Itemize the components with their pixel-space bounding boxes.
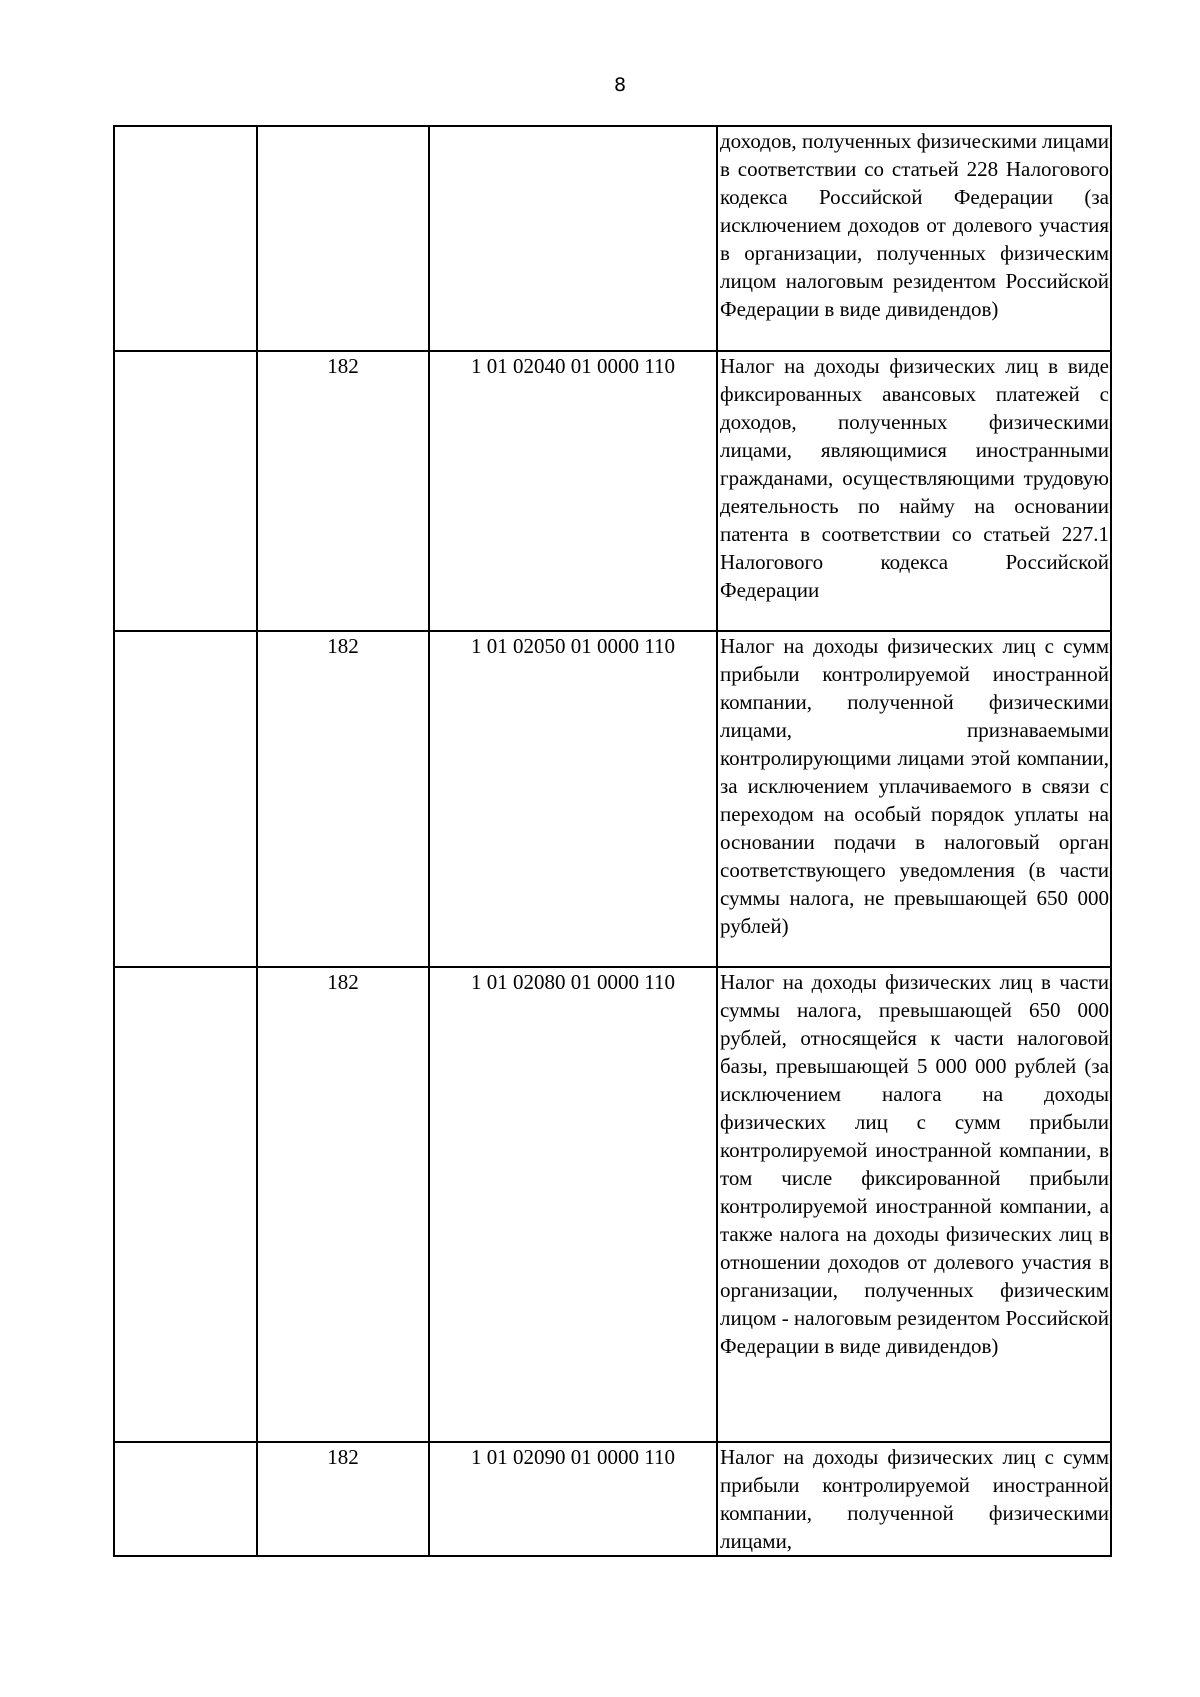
table-row	[114, 351, 1111, 631]
kbk-code-cell: 1 01 02090 01 0000 110	[429, 1442, 717, 1556]
row-number-cell	[114, 631, 257, 967]
row-number-cell	[114, 351, 257, 631]
description-cell: Налог на доходы физических лиц с сумм прибыли контролируемой иностранной компании, полученной физическими лицами, признаваемыми контролирующими лицами этой компании, за исключением уплачиваемого в связи с переходом на особый порядок уплаты на основании подачи в налоговый орган соответствующего уведомления (в части суммы налога, не превышающей 650 000 рублей)	[717, 631, 1111, 967]
kbk-code-cell	[429, 126, 717, 351]
kbk-code-cell: 1 01 02050 01 0000 110	[429, 631, 717, 967]
kbk-code-cell: 1 01 02080 01 0000 110	[429, 967, 717, 1442]
description-cell: Налог на доходы физических лиц с сумм прибыли контролируемой иностранной компании, полученной физическими лицами,	[717, 1442, 1111, 1556]
description-cell: доходов, полученных физическими лицами в соответствии со статьей 228 Налогового кодекса Российской Федерации (за исключением доходов от долевого участия в организации, полученных физическим лицом налоговым резидентом Российской Федерации в виде дивидендов)	[717, 126, 1111, 351]
page-number: 8	[613, 74, 627, 96]
admin-code-cell	[257, 126, 429, 351]
row-number-cell	[114, 126, 257, 351]
row-number-cell	[114, 967, 257, 1442]
table-row	[114, 126, 1111, 351]
description-cell: Налог на доходы физических лиц в части суммы налога, превышающей 650 000 рублей, относящейся к части налоговой базы, превышающей 5 000 000 рублей (за исключением налога на доходы физических лиц с сумм прибыли контролируемой иностранной компании, в том числе фиксированной прибыли контролируемой иностранной компании, а также налога на доходы физических лиц в отношении доходов от долевого участия в организации, полученных физическим лицом - налоговым резидентом Российской Федерации в виде дивидендов)	[717, 967, 1111, 1442]
admin-code-cell: 182	[257, 631, 429, 967]
description-cell: Налог на доходы физических лиц в виде фиксированных авансовых платежей с доходов, полученных физическими лицами, являющимися иностранными гражданами, осуществляющими трудовую деятельность по найму на основании патента в соответствии со статьей 227.1 Налогового кодекса Российской Федерации	[717, 351, 1111, 631]
kbk-code-cell: 1 01 02040 01 0000 110	[429, 351, 717, 631]
admin-code-cell: 182	[257, 1442, 429, 1556]
admin-code-cell: 182	[257, 967, 429, 1442]
table-row	[114, 631, 1111, 967]
table-row	[114, 1442, 1111, 1556]
table-row	[114, 967, 1111, 1442]
row-number-cell	[114, 1442, 257, 1556]
revenue-codes-table	[113, 125, 1112, 1557]
admin-code-cell: 182	[257, 351, 429, 631]
